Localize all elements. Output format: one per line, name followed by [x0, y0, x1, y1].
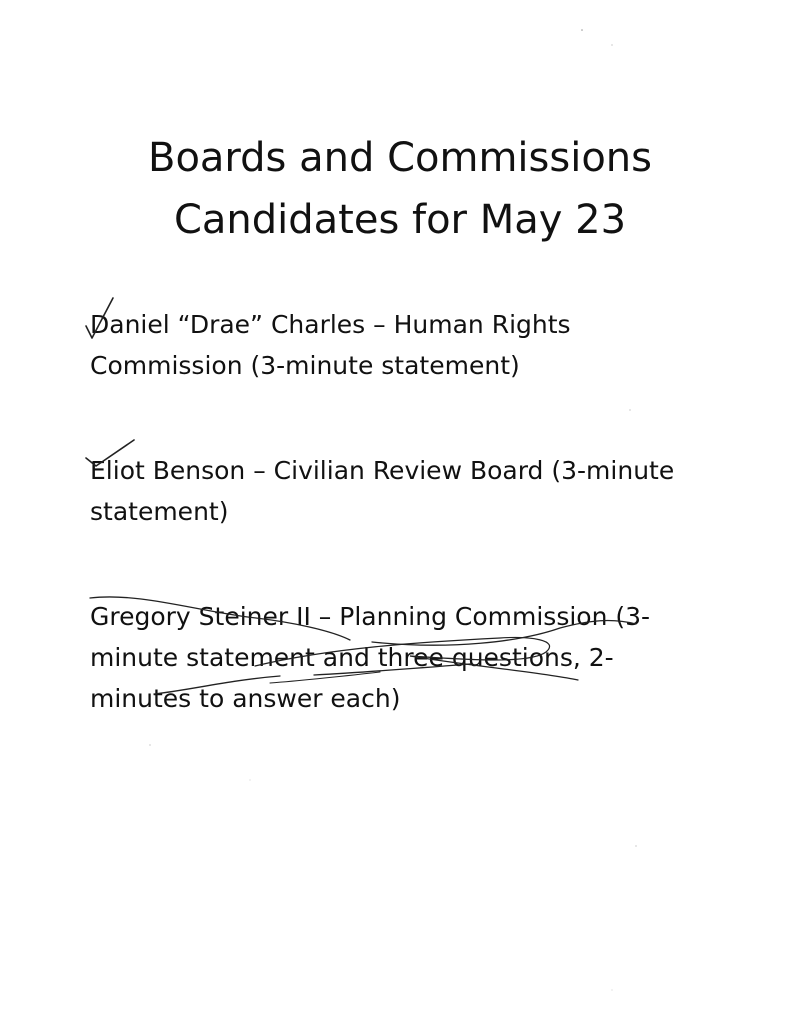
entry-3-line-1: Gregory Steiner II – Planning Commission (3- [90, 602, 651, 631]
entry-3-line-2: minute statement and three questions, 2- [90, 643, 614, 672]
document-title [0, 127, 800, 251]
title-line-2: Candidates for May 23 [173, 196, 627, 243]
candidate-entry-eliot-benson [90, 450, 730, 532]
entry-2-line-2: statement) [90, 497, 229, 526]
entry-3-line-3: minutes to answer each) [90, 684, 401, 713]
entry-1-line-1: Daniel “Drae” Charles – Human Rights [90, 310, 571, 339]
candidate-entry-gregory-steiner [90, 596, 730, 719]
entry-1-line-2: Commission (3-minute statement) [90, 351, 520, 380]
entry-2-line-1: Eliot Benson – Civilian Review Board (3-minute [90, 456, 675, 485]
candidate-entry-daniel-charles [90, 304, 730, 386]
title-line-1: Boards and Commissions [148, 134, 652, 181]
